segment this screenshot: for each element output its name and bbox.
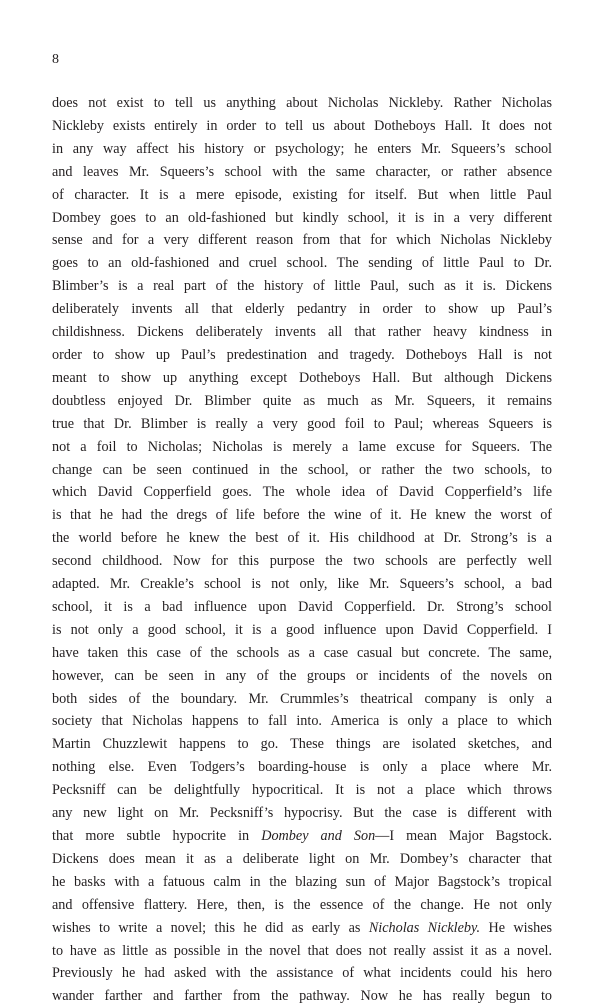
text-line: childishness. Dickens deliberately invents all that rather heavy kindness in xyxy=(52,324,553,341)
text-line: Martin Chuzzlewit happens to go. These things are isolated sketches, and xyxy=(52,736,553,753)
text-line: of character. It is a mere episode, existing for itself. But when little Paul xyxy=(52,186,552,203)
text-line: nothing else. Even Todgers’s boarding-house is only a place where Mr. xyxy=(52,759,553,776)
text-line: which David Copperfield goes. The whole idea of David Copperfield’s life xyxy=(52,484,552,501)
text-line: true that Dr. Blimber is really a very good foil to Paul; whereas Squeers is xyxy=(52,415,552,432)
text-line: he basks with a fatuous calm in the blazing sun of Major Bagstock’s tropical xyxy=(52,873,552,890)
text-line: order to show up Paul’s predestination and tragedy. Dotheboys Hall is not xyxy=(52,346,552,363)
text-line: sense and for a very different reason from that for which Nicholas Nickleby xyxy=(52,232,553,249)
text-line: doubtless enjoyed Dr. Blimber quite as much as Mr. Squeers, it remains xyxy=(52,392,553,409)
text-line: Dickens does mean it as a deliberate light on Mr. Dombey’s character that xyxy=(52,850,552,867)
text-line: does not exist to tell us anything about Nicholas Nickleby. Rather Nicholas xyxy=(52,95,553,111)
text-line: have taken this case of the schools as a case casual but concrete. The same, xyxy=(52,644,553,661)
text-segment: He wishes xyxy=(480,919,553,936)
text-line: is not only a good school, it is a good influence upon David Copperfield. I xyxy=(52,621,553,638)
text-line: meant to show up anything except Dotheboys Hall. But although Dickens xyxy=(52,369,552,386)
page-number: 8 xyxy=(52,52,59,67)
text-segment: —I mean Major Bagstock. xyxy=(375,828,552,844)
body-text xyxy=(52,92,552,1008)
text-segment: that more subtle hypocrite in xyxy=(52,828,262,844)
text-line: Dombey goes to an old-fashioned but kindly school, it is in a very different xyxy=(52,209,553,226)
text-line: Nickleby exists entirely in order to tell us about Dotheboys Hall. It does not xyxy=(52,117,552,134)
text-line: goes to an old-fashioned and cruel school. The sending of little Paul to Dr. xyxy=(52,255,552,272)
book-title-dombey-and-son: Dombey and Son xyxy=(261,828,376,844)
text-line: deliberately invents all that elderly pedantry in order to show up Paul’s xyxy=(52,301,552,318)
text-line: the world before he knew the best of it. His childhood at Dr. Strong’s is a xyxy=(52,530,552,547)
text-line: wander farther and farther from the pathway. Now he has really begun to xyxy=(52,988,552,1005)
text-line: change can be seen continued in the school, or rather the two schools, to xyxy=(52,461,552,478)
text-line: in any way affect his history or psychology; he enters Mr. Squeers’s school xyxy=(52,140,552,157)
text-line: not a foil to Nicholas; Nicholas is merely a lame excuse for Squeers. The xyxy=(52,438,553,455)
book-title-nicholas-nickleby: Nicholas Nickleby. xyxy=(368,919,481,936)
text-segment: wishes to write a novel; this he did as early as xyxy=(52,919,369,936)
text-line: and offensive flattery. Here, then, is the essence of the change. He not only xyxy=(52,896,552,913)
text-line: Previously he had asked with the assistance of what incidents could his hero xyxy=(52,965,552,982)
text-line: second childhood. Now for this purpose the two schools are perfectly well xyxy=(52,553,553,570)
text-line: school, it is a bad influence upon David Copperfield. Dr. Strong’s school xyxy=(52,598,552,615)
text-line: both sides of the boundary. Mr. Crummles’s theatrical company is only a xyxy=(52,690,552,707)
text-line: however, can be seen in any of the groups or incidents of the novels on xyxy=(52,667,553,684)
text-line-nickleby xyxy=(52,917,552,940)
text-line: is that he had the dregs of life before the wine of it. He knew the worst of xyxy=(52,507,553,524)
text-line: any new light on Mr. Pecksniff’s hypocrisy. But the case is different with xyxy=(52,805,552,822)
text-line: adapted. Mr. Creakle’s school is not only, like Mr. Squeers’s school, a bad xyxy=(52,576,553,593)
text-line: Pecksniff can be delightfully hypocritical. It is not a place which throws xyxy=(52,782,553,799)
text-line-dombey xyxy=(52,825,552,848)
text-line: to have as little as possible in the novel that does not really assist it as a novel. xyxy=(52,942,552,959)
text-line: Blimber’s is a real part of the history of little Paul, such as it is. Dickens xyxy=(52,278,553,295)
text-line: and leaves Mr. Squeers’s school with the same character, or rather absence xyxy=(52,163,553,180)
text-line: society that Nicholas happens to fall into. America is only a place to which xyxy=(52,713,552,730)
